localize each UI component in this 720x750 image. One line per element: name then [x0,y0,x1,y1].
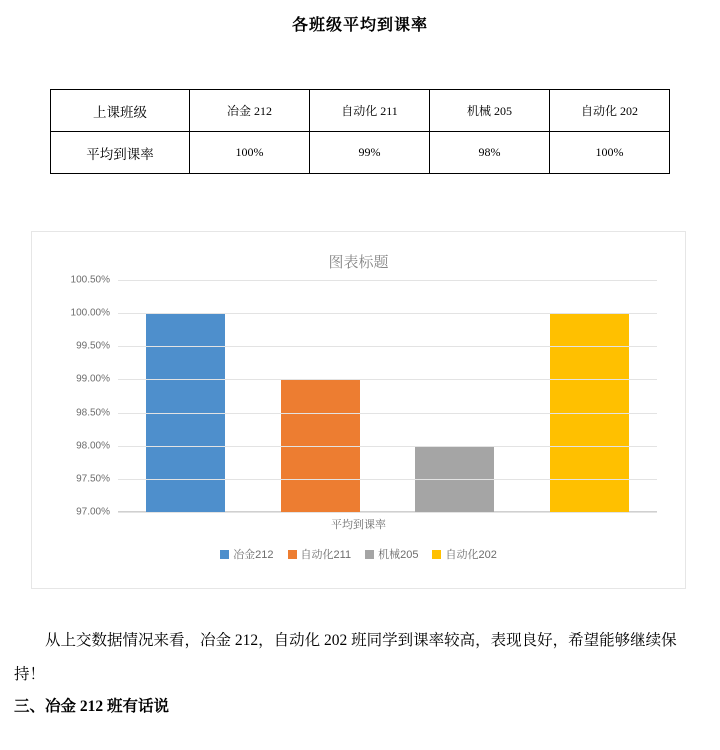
section-heading: 三、冶金 212 班有话说 [14,698,170,715]
chart-legend [32,546,685,562]
chart-title: 图表标题 [328,254,389,271]
legend-item[interactable] [365,546,418,562]
y-axis-tick-label: 99.50% [76,340,110,352]
legend-swatch [432,550,441,559]
table-cell: 99% [310,132,430,174]
legend-swatch [220,550,229,559]
table-cell: 冶金 212 [190,90,310,132]
table-cell: 100% [550,132,670,174]
table-row-header: 上课班级 [51,90,190,132]
bar-series-group [118,280,657,512]
body-paragraph: 从上交数据情况来看，冶金 212，自动化 202 班同学到课率较高，表现良好，希望能够继续保持！ [14,632,677,683]
y-axis-tick-label: 97.00% [76,506,110,518]
legend-label: 冶金212 [233,549,274,561]
legend-swatch [365,550,374,559]
page-title: 各班级平均到课率 [291,17,428,34]
plot-region [118,280,657,512]
table-cell: 100% [190,132,310,174]
gridline [118,313,657,314]
gridline [118,346,657,347]
table-cell: 98% [430,132,550,174]
bar-slot [388,280,523,512]
legend-swatch [288,550,297,559]
table-cell: 机械 205 [430,90,550,132]
y-axis-tick-label: 98.00% [76,440,110,452]
y-axis [50,274,114,518]
bar-chart[interactable] [31,231,686,589]
bar-slot [118,280,253,512]
gridline [118,512,657,513]
chart-plot-area [32,274,685,588]
y-axis-tick-label: 100.00% [70,307,110,319]
legend-item[interactable] [288,546,352,562]
table-cell: 自动化 202 [550,90,670,132]
y-axis-tick-label: 97.50% [76,473,110,485]
bar-slot [522,280,657,512]
gridline [118,413,657,414]
y-axis-tick-label: 100.50% [70,274,110,286]
x-axis-label: 平均到课率 [331,519,386,531]
y-axis-tick-label: 99.00% [76,373,110,385]
legend-item[interactable] [432,546,496,562]
legend-label: 自动化211 [300,549,352,561]
gridline [118,446,657,447]
y-axis-tick-label: 98.50% [76,407,110,419]
gridline [118,479,657,480]
table-row [51,90,670,132]
table-row-header: 平均到课率 [51,132,190,174]
gridline [118,379,657,380]
document-page [0,12,720,750]
bar-slot [253,280,388,512]
legend-item[interactable] [220,546,273,562]
legend-label: 机械205 [378,549,419,561]
table-cell: 自动化 211 [310,90,430,132]
attendance-table [50,89,670,174]
table-row [51,132,670,174]
legend-label: 自动化202 [445,549,497,561]
gridline [118,280,657,281]
